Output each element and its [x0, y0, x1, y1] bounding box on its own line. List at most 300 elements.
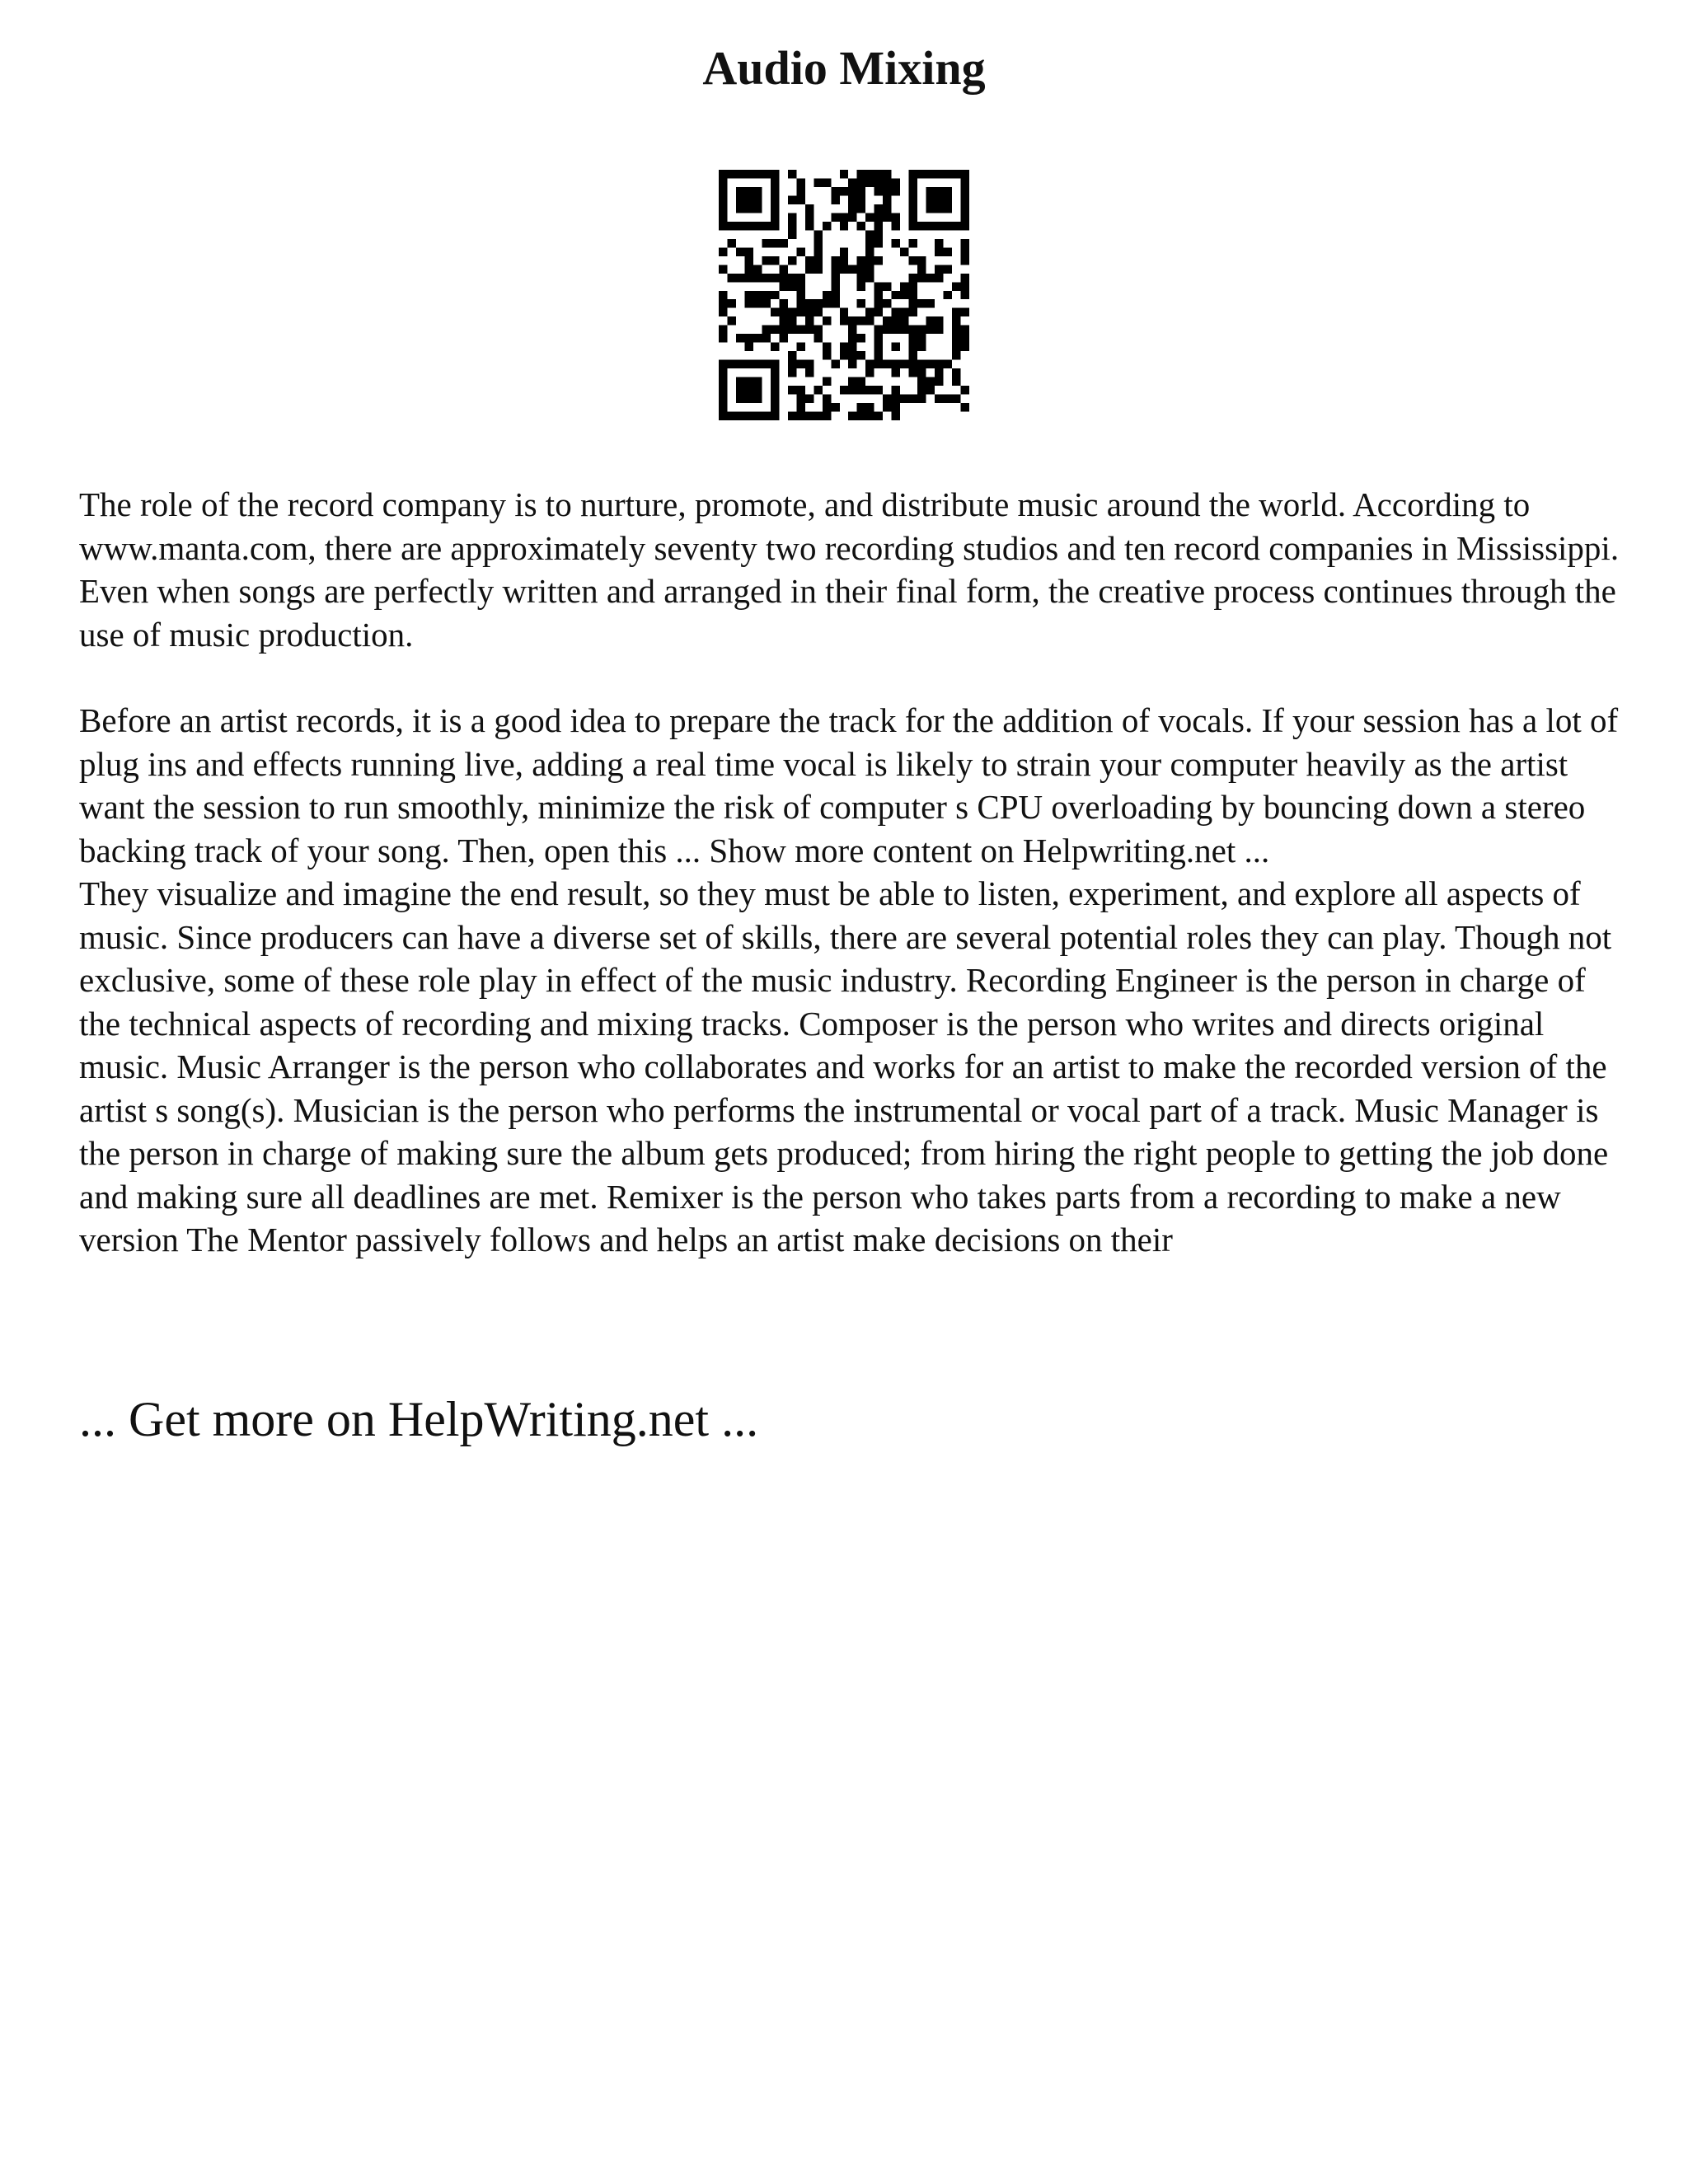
qr-module [892, 412, 900, 420]
qr-module [719, 386, 727, 394]
qr-module [736, 274, 744, 282]
qr-module [771, 368, 779, 377]
qr-module [823, 377, 831, 386]
qr-module [788, 213, 796, 221]
qr-module [771, 326, 779, 334]
qr-module [917, 274, 926, 282]
qr-module [719, 377, 727, 386]
qr-module [926, 326, 935, 334]
qr-module [892, 368, 900, 377]
qr-module [874, 170, 883, 178]
qr-module [961, 222, 969, 230]
qr-module [719, 195, 727, 204]
paragraph: The role of the record company is to nurture, promote, and distribute music around the world. According to www.manta.com, there are approximately seventy two recording studios and ten record companies in Mississippi. Even when songs are perfectly written and arranged in their final form, the creative process continues through the use of music production. [79, 485, 1620, 654]
qr-module [719, 291, 727, 299]
qr-module [762, 299, 770, 307]
qr-module [935, 326, 943, 334]
qr-module [727, 316, 735, 325]
qr-module [823, 299, 831, 307]
qr-module [814, 299, 822, 307]
qr-module [814, 230, 822, 238]
qr-module [805, 299, 814, 307]
qr-module [771, 274, 779, 282]
qr-module [744, 247, 753, 255]
qr-module [900, 360, 908, 368]
qr-module [857, 351, 865, 359]
qr-module [883, 395, 891, 403]
qr-module [719, 368, 727, 377]
qr-module [805, 395, 814, 403]
qr-module [857, 195, 865, 204]
qr-module [779, 326, 787, 334]
qr-module [719, 395, 727, 403]
qr-module [961, 195, 969, 204]
qr-module [961, 204, 969, 213]
qr-module [840, 213, 848, 221]
qr-module [926, 316, 935, 325]
qr-module [926, 274, 935, 282]
qr-module [857, 403, 865, 411]
qr-module [917, 326, 926, 334]
qr-module [796, 291, 804, 299]
qr-module [727, 274, 735, 282]
qr-module [961, 256, 969, 265]
qr-module [926, 222, 935, 230]
qr-module [805, 316, 814, 325]
qr-module [762, 274, 770, 282]
qr-module [771, 204, 779, 213]
qr-module [935, 274, 943, 282]
qr-module [788, 360, 796, 368]
qr-module [952, 351, 960, 359]
qr-module [753, 334, 762, 342]
qr-module [744, 412, 753, 420]
qr-module [796, 395, 804, 403]
qr-module [935, 187, 943, 195]
qr-module [736, 187, 744, 195]
qr-module [744, 395, 753, 403]
qr-module [744, 291, 753, 299]
qr-module [779, 274, 787, 282]
qr-module [848, 412, 856, 420]
qr-module [744, 274, 753, 282]
paragraph: They visualize and imagine the end result, so they must be able to listen, experiment, and explore all aspects of music. Since producers can have a diverse set of skills, there are several potential roles they can play. Though not exclusive, some of these role play in effect of the music industry. Recording Engineer is the person in charge of the technical aspects of recording and mixing tracks. Composer is the person who writes and directs original music. Music Arranger is the person who collaborates and works for an artist to make the recorded version of the artist s song(s). Musician is the person who performs the instrumental or vocal part of a track. Music Manager is the person in charge of making sure the album gets produced; from hiring the right people to getting the job done and making sure all deadlines are met. Remixer is the person who takes parts from a recording to make a new version The Mentor passively follows and helps an artist make decisions on their [79, 874, 1612, 1258]
qr-module [831, 274, 839, 282]
qr-module [719, 187, 727, 195]
qr-code-icon [719, 170, 969, 420]
qr-module [909, 213, 917, 221]
qr-module [857, 170, 865, 178]
qr-module [874, 239, 883, 247]
qr-module [909, 195, 917, 204]
qr-module [744, 386, 753, 394]
qr-module [952, 395, 960, 403]
qr-module [753, 222, 762, 230]
qr-module [909, 343, 917, 351]
qr-module [736, 334, 744, 342]
qr-module [883, 204, 891, 213]
qr-module [823, 351, 831, 359]
qr-module [753, 170, 762, 178]
qr-module [719, 265, 727, 273]
qr-module [961, 403, 969, 411]
qr-module [892, 326, 900, 334]
qr-module [753, 274, 762, 282]
qr-module [935, 239, 943, 247]
qr-module [771, 256, 779, 265]
qr-code-graphic [719, 170, 969, 420]
qr-module [952, 282, 960, 290]
qr-module [909, 222, 917, 230]
qr-module [961, 213, 969, 221]
qr-module [848, 213, 856, 221]
qr-module [917, 377, 926, 386]
qr-module [874, 299, 883, 307]
qr-module [788, 170, 796, 178]
qr-module [874, 351, 883, 359]
qr-module [788, 326, 796, 334]
qr-module [796, 386, 804, 394]
qr-module [874, 291, 883, 299]
qr-module [952, 377, 960, 386]
qr-module [771, 343, 779, 351]
qr-module [744, 170, 753, 178]
qr-module [744, 343, 753, 351]
qr-module [848, 351, 856, 359]
qr-module [874, 326, 883, 334]
qr-module [719, 403, 727, 411]
qr-module [865, 316, 874, 325]
qr-module [909, 274, 917, 282]
qr-module [883, 326, 891, 334]
qr-module [944, 360, 952, 368]
qr-module [857, 187, 865, 195]
qr-module [952, 368, 960, 377]
paragraph: Before an artist records, it is a good idea to prepare the track for the addition of vocals. If your session has a lot of plug ins and effects running live, adding a real time vocal is likely to strain your computer heavily as the artist want the session to run smoothly, minimize the risk of computer s CPU overloading by bouncing down a stereo backing track of your song. Then, open this ... Show more content on Helpwriting.net ... [79, 701, 1619, 869]
qr-module [805, 308, 814, 316]
qr-module [874, 222, 883, 230]
qr-module [917, 368, 926, 377]
qr-module [865, 178, 874, 186]
qr-module [736, 195, 744, 204]
qr-module [926, 195, 935, 204]
qr-module [961, 239, 969, 247]
qr-module [892, 178, 900, 186]
qr-module [909, 368, 917, 377]
qr-module [831, 291, 839, 299]
qr-module [805, 412, 814, 420]
qr-module [944, 170, 952, 178]
qr-module [909, 187, 917, 195]
qr-module [796, 299, 804, 307]
qr-module [771, 403, 779, 411]
qr-module [779, 334, 787, 342]
qr-module [961, 178, 969, 186]
qr-module [753, 204, 762, 213]
qr-module [848, 204, 856, 213]
qr-module [917, 360, 926, 368]
qr-module [926, 299, 935, 307]
qr-module [814, 412, 822, 420]
qr-module [736, 170, 744, 178]
qr-module [823, 403, 831, 411]
qr-module [909, 291, 917, 299]
qr-module [840, 343, 848, 351]
qr-module [814, 247, 822, 255]
qr-module [840, 170, 848, 178]
qr-module [935, 368, 943, 377]
qr-module [831, 299, 839, 307]
qr-module [865, 213, 874, 221]
qr-module [840, 247, 848, 255]
qr-module [796, 326, 804, 334]
qr-module [892, 187, 900, 195]
qr-module [848, 334, 856, 342]
qr-module [788, 412, 796, 420]
qr-module [719, 299, 727, 307]
qr-module [744, 299, 753, 307]
qr-module [779, 308, 787, 316]
article-body [79, 483, 1620, 1262]
qr-module [900, 308, 908, 316]
qr-module [796, 195, 804, 204]
qr-module [753, 360, 762, 368]
qr-module [883, 187, 891, 195]
qr-module [952, 334, 960, 342]
qr-module [865, 265, 874, 273]
qr-module [796, 412, 804, 420]
qr-module [935, 247, 943, 255]
qr-module [865, 230, 874, 238]
qr-module [727, 412, 735, 420]
qr-module [883, 360, 891, 368]
qr-module [883, 178, 891, 186]
qr-module [926, 386, 935, 394]
qr-module [719, 213, 727, 221]
qr-module [883, 316, 891, 325]
qr-module [796, 343, 804, 351]
qr-module [874, 334, 883, 342]
qr-module [805, 204, 814, 213]
qr-module [744, 187, 753, 195]
qr-module [823, 222, 831, 230]
qr-module [753, 395, 762, 403]
qr-module [944, 187, 952, 195]
qr-module [788, 368, 796, 377]
qr-module [771, 291, 779, 299]
qr-module [952, 222, 960, 230]
qr-module [909, 178, 917, 186]
qr-module [771, 170, 779, 178]
qr-module [771, 360, 779, 368]
qr-module [892, 343, 900, 351]
qr-module [796, 360, 804, 368]
qr-module [796, 308, 804, 316]
qr-module [892, 403, 900, 411]
qr-module [909, 282, 917, 290]
qr-module [892, 316, 900, 325]
qr-module [917, 334, 926, 342]
qr-module [961, 187, 969, 195]
qr-module [883, 213, 891, 221]
qr-module [961, 282, 969, 290]
qr-module [909, 326, 917, 334]
qr-module [788, 274, 796, 282]
qr-module [805, 213, 814, 221]
qr-module [840, 351, 848, 359]
qr-module [865, 247, 874, 255]
qr-module [779, 239, 787, 247]
qr-module [952, 170, 960, 178]
qr-module [831, 195, 839, 204]
qr-module [874, 308, 883, 316]
qr-module [848, 377, 856, 386]
qr-module [857, 334, 865, 342]
qr-module [961, 291, 969, 299]
qr-module [753, 299, 762, 307]
qr-module [831, 360, 839, 368]
qr-module [848, 326, 856, 334]
qr-module [848, 195, 856, 204]
qr-module [909, 395, 917, 403]
qr-module [771, 213, 779, 221]
qr-module [762, 222, 770, 230]
qr-module [762, 170, 770, 178]
qr-module [814, 256, 822, 265]
qr-module [857, 377, 865, 386]
qr-module [779, 282, 787, 290]
qr-module [719, 170, 727, 178]
qr-module [944, 291, 952, 299]
qr-module [961, 170, 969, 178]
qr-module [848, 316, 856, 325]
qr-module [857, 299, 865, 307]
qr-module [788, 282, 796, 290]
qr-module [736, 412, 744, 420]
qr-module [848, 265, 856, 273]
qr-module [909, 360, 917, 368]
qr-module [744, 377, 753, 386]
qr-module [831, 213, 839, 221]
qr-module [848, 360, 856, 368]
qr-module [874, 412, 883, 420]
qr-module [857, 412, 865, 420]
qr-module [865, 308, 874, 316]
qr-module [944, 247, 952, 255]
qr-module [926, 360, 935, 368]
qr-module [883, 195, 891, 204]
qr-module [823, 316, 831, 325]
qr-module [719, 247, 727, 255]
qr-module [779, 265, 787, 273]
qr-module [762, 412, 770, 420]
qr-module [788, 316, 796, 325]
qr-module [771, 239, 779, 247]
qr-module [892, 213, 900, 221]
qr-module [961, 343, 969, 351]
qr-module [719, 222, 727, 230]
qr-module [917, 265, 926, 273]
qr-module [909, 299, 917, 307]
qr-module [762, 334, 770, 342]
qr-module [865, 274, 874, 282]
qr-module [753, 195, 762, 204]
qr-module [762, 291, 770, 299]
qr-module [874, 282, 883, 290]
qr-module [909, 204, 917, 213]
qr-module [874, 187, 883, 195]
qr-module [796, 247, 804, 255]
qr-module [788, 222, 796, 230]
qr-module [935, 377, 943, 386]
qr-module [857, 256, 865, 265]
qr-module [744, 222, 753, 230]
qr-module [857, 222, 865, 230]
qr-module [771, 222, 779, 230]
qr-module [771, 178, 779, 186]
qr-module [753, 291, 762, 299]
qr-module [874, 178, 883, 186]
qr-module [771, 187, 779, 195]
qr-module [952, 316, 960, 325]
qr-module [840, 256, 848, 265]
qr-module [935, 204, 943, 213]
qr-module [823, 395, 831, 403]
qr-module [926, 204, 935, 213]
qr-module [719, 360, 727, 368]
qr-module [874, 360, 883, 368]
get-more-link[interactable]: ... Get more on HelpWriting.net ... [79, 1392, 759, 1446]
qr-module [917, 343, 926, 351]
qr-module [892, 291, 900, 299]
qr-module [848, 386, 856, 394]
qr-module [857, 178, 865, 186]
qr-module [719, 334, 727, 342]
qr-module [909, 170, 917, 178]
qr-module [840, 316, 848, 325]
qr-module [744, 256, 753, 265]
qr-module [779, 299, 787, 307]
qr-module [727, 360, 735, 368]
qr-module [779, 316, 787, 325]
qr-module [892, 239, 900, 247]
qr-module [744, 360, 753, 368]
qr-module [909, 334, 917, 342]
qr-module [744, 334, 753, 342]
qr-module [736, 377, 744, 386]
qr-module [883, 170, 891, 178]
qr-module [900, 291, 908, 299]
qr-module [771, 395, 779, 403]
qr-module [935, 360, 943, 368]
qr-module [796, 178, 804, 186]
qr-module [874, 386, 883, 394]
qr-module [926, 377, 935, 386]
qr-module [865, 360, 874, 368]
qr-module [892, 386, 900, 394]
qr-module [805, 256, 814, 265]
qr-module [814, 334, 822, 342]
qr-module [805, 326, 814, 334]
qr-module [952, 308, 960, 316]
qr-module [857, 274, 865, 282]
qr-module [917, 170, 926, 178]
qr-module [935, 395, 943, 403]
qr-module [865, 170, 874, 178]
qr-module [892, 395, 900, 403]
qr-module [788, 308, 796, 316]
qr-module [762, 360, 770, 368]
